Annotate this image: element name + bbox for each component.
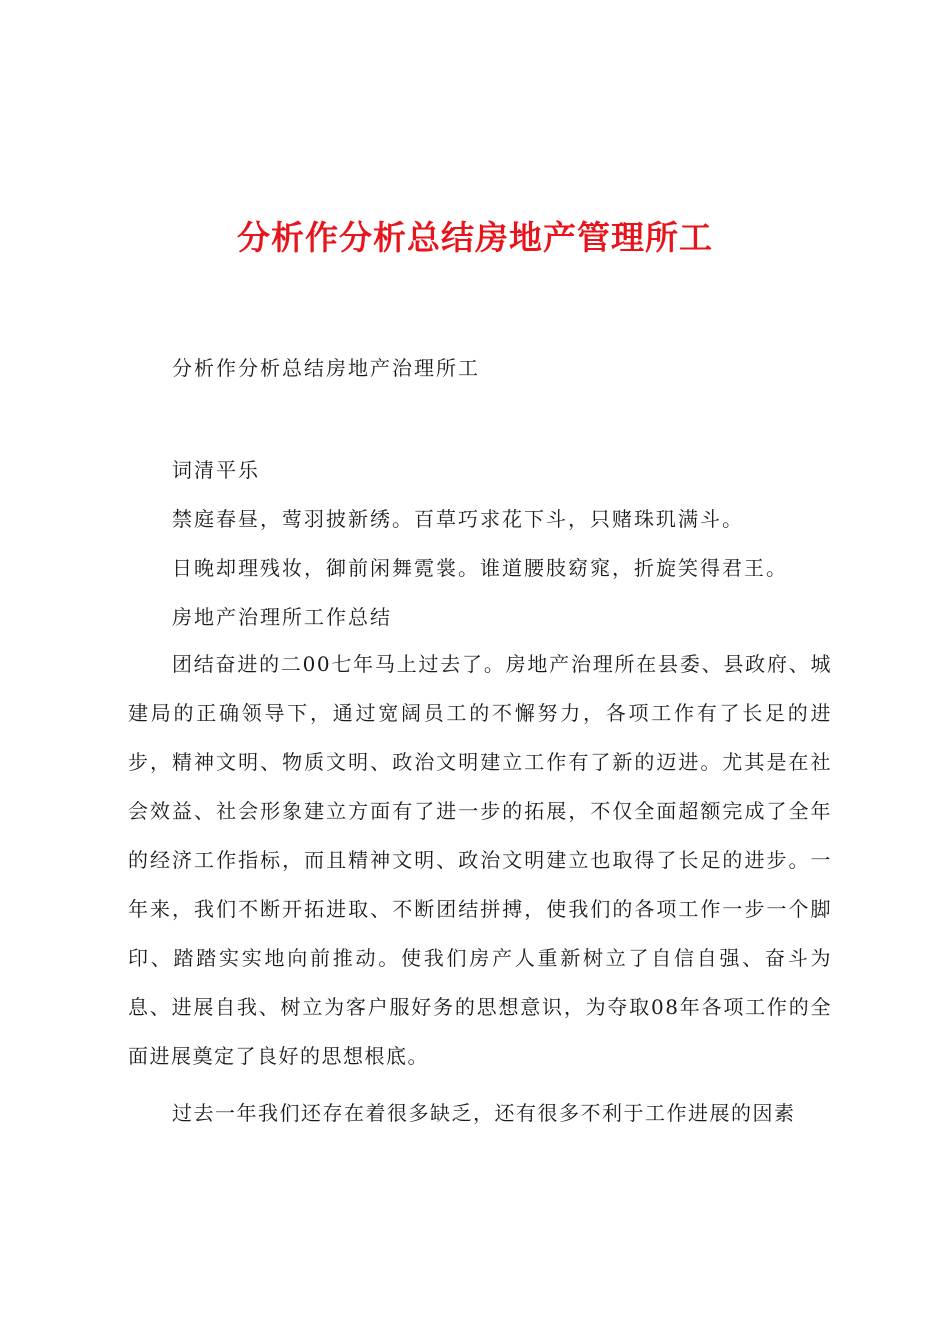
body-paragraph-1: 团结奋进的二00七年马上过去了。房地产治理所在县委、县政府、城建局的正确领导下，通过宽阔员工的不懈努力，各项工作有了长足的进步，精神文明、物质文明、政治文明建立工作有了新的迈进。尤其是在社会效益、社会形象建立方面有了进一步的拓展，不仅全面超额完成了全年的经济工作指标，而且精神文明、政治文明建立也取得了长足的进步。一年来，我们不断开拓进取、不断团结拼搏，使我们的各项工作一步一个脚印、踏踏实实地向前推动。使我们房产人重新树立了自信自强、奋斗为息、进展自我、树立为客户服好务的思想意识，为夺取08年各项工作的全面进展奠定了良好的思想根底。	[128, 652, 832, 1068]
document-subtitle: 分析作分析总结房地产治理所工	[172, 356, 480, 380]
document-title: 分析作分析总结房地产管理所工	[237, 218, 713, 257]
poem-heading: 词清平乐	[172, 458, 260, 482]
section-heading: 房地产治理所工作总结	[172, 605, 392, 629]
poem-line-1: 禁庭春昼，莺羽披新绣。百草巧求花下斗，只赌珠玑满斗。	[172, 507, 744, 531]
poem-line-2: 日晚却理残妆，御前闲舞霓裳。谁道腰肢窈窕，折旋笑得君王。	[172, 556, 788, 580]
body-paragraph-2: 过去一年我们还存在着很多缺乏，还有很多不利于工作进展的因素	[172, 1101, 796, 1125]
